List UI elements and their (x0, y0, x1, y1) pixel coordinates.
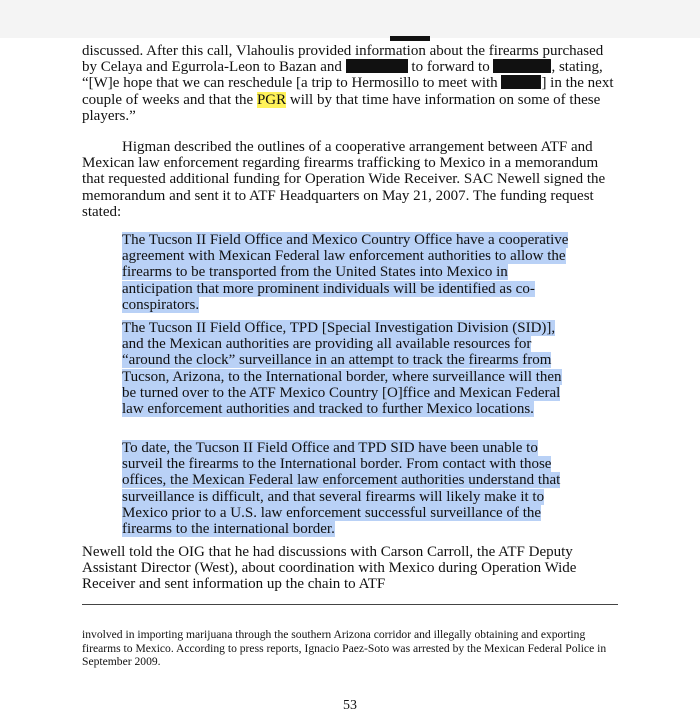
paragraph-1-text-d: ] in the next couple of weeks and that the (82, 75, 614, 108)
footnote-divider (82, 604, 618, 605)
paragraph-1 (82, 43, 618, 124)
paragraph-1-text-a: discussed. After this call, Vlahoulis provided information about the firearms purchased by Celaya and Egurrola-Leon to Bazan and (82, 43, 604, 76)
redaction-bar (390, 36, 430, 41)
paragraph-2: Higman described the outlines of a cooperative arrangement between ATF and Mexican law enforcement regarding firearms trafficking to Mexico in a memorandum that requested additional funding for Operation Wide Receiver. SAC Newell signed the memorandum and sent it to ATF Headquarters on May 21, 2007. The funding request stated: (82, 139, 606, 220)
selected-quote-3: To date, the Tucson II Field Office and TPD SID have been unable to surveil the firearms to the International border. From contact with those offices, the Mexican Federal law enforcement authorities understand that surveillance is difficult, and that several firearms will likely make it to Mexico prior to a U.S. law enforcement successful surveillance of the firearms to the international border. (122, 440, 561, 538)
redaction-block (346, 59, 408, 73)
selected-quote-1: The Tucson II Field Office and Mexico Country Office have a cooperative agreement with Mexican Federal law enforcement authorities to allow the firearms to be transported from the United States into Mexico in anticipation that more prominent individuals will be identified as co-conspirators. (122, 232, 569, 313)
block-quote-2 (122, 320, 578, 417)
selected-quote-2: The Tucson II Field Office, TPD [Special Investigation Division (SID)], and the Mexican authorities are providing all available resources for “around the clock” surveillance in an attempt to track the firearms from Tucson, Arizona, to the International border, where surveillance will then be turned over to the ATF Mexico Country [O]ffice and Mexican Federal law enforcement authorities and tracked to further Mexico locations. (122, 320, 562, 418)
paragraph-3: Newell told the OIG that he had discussions with Carson Carroll, the ATF Deputy Assistant Director (West), about coordination with Mexico during Operation Wide Receiver and sent information up the chain to ATF (82, 544, 577, 593)
redaction-block (501, 75, 541, 89)
footnote: involved in importing marijuana through the southern Arizona corridor and illegally obtaining and exporting firearms to Mexico. According to press reports, Ignacio Paez-Soto was arrested by the Mexican Federal Police in September 2009. (82, 628, 607, 668)
redaction-block (493, 59, 551, 73)
paragraph-1-text-b: to forward to (407, 59, 494, 76)
viewer-background (0, 0, 700, 38)
highlighted-pgr: PGR (256, 91, 287, 108)
block-quote-3 (122, 440, 578, 537)
block-quote-1 (122, 232, 578, 313)
paragraph-1-text-c: , stating, “[W]e hope that we can reschedule [a trip to Hermosillo to meet with (82, 59, 603, 92)
paragraph-1-text-e: will by that time have information on some of these players.” (82, 91, 601, 124)
page-number: 53 (343, 698, 357, 713)
